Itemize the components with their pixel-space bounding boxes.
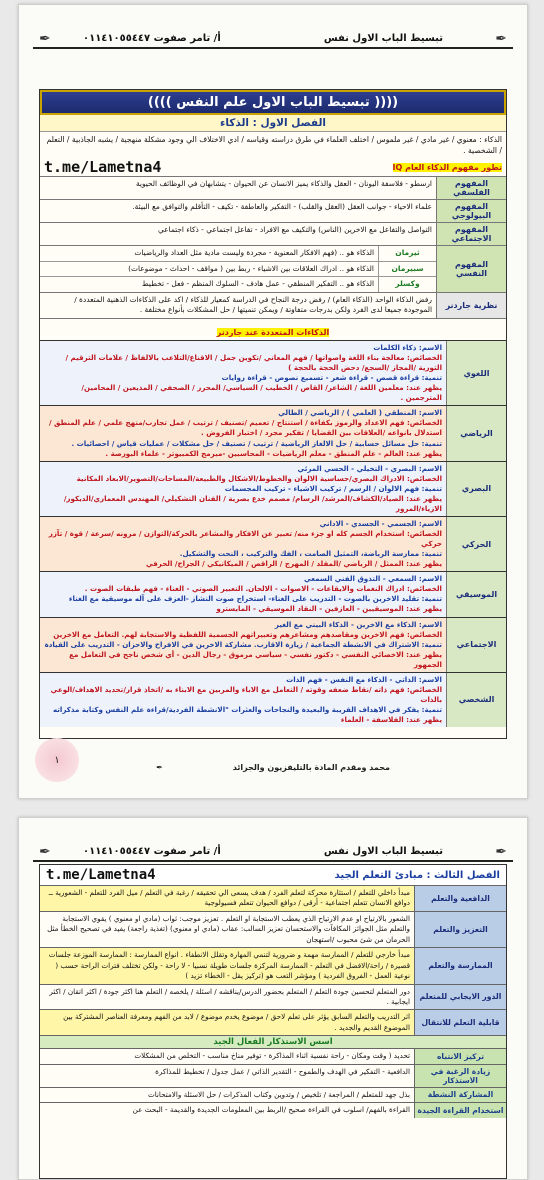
header-title: تبسيط الباب الاول نفس	[323, 33, 443, 44]
intelligence-development: تنمية: الاشتراك في الانشطة الجماعية / زيارة الاقارب. مشاركة الاخرين في الافراح والاحزان - التدريب على القيادة	[44, 639, 442, 649]
principle-row	[40, 984, 506, 1010]
intelligence-development: تنمية: فهم الالوان / الرسم / تركيب الاشياء - تركيب المجسمات	[224, 483, 442, 493]
psych-row	[40, 261, 436, 277]
psych-list	[40, 246, 436, 292]
intelligence-traits: الخصائص: فهم الاخرين ومقاصدهم ومشاعرهم وتعبيراتهم الجسمية اللفظية والاستجابة لهم. التعامل مع الاخرين	[53, 629, 442, 639]
page-two	[18, 817, 528, 1180]
principle-text: اثر التدريب والتعلم السابق يؤثر على تعلم لاحق / موضوع يخدم موضوع / لابد من الفهم ومعرفة العناصر المشتركة بين الموضوع القديم والجديد .	[40, 1010, 414, 1035]
principle-text: مبدأ داخلي للتعلم / استثارة محركة لتعلم الفرد / هدف يسعى الي تحقيقه / رغبة في التعلم / ميل الفرد للتعلم - الشعورية ــ دوافع الانسان تتعلم اجتماعية - أرقى / دوافع الحيوان تتعلم فسيولوجية	[40, 886, 414, 911]
intelligence-appears: يظهر عند: الفلاسفة - العلماء	[340, 715, 442, 725]
intelligence-name: الاسم: الجسمي - الجسدي - الاداني	[319, 518, 442, 528]
psych-row	[40, 246, 436, 261]
intelligence-label: الرياضي	[446, 406, 506, 460]
intelligence-row	[40, 617, 506, 672]
intelligence-appears: يظهر عند: الاخصائي النفسي - دكتور نفسي - سياسي مرموق - رجال الدين - أي شخص ناجح في التعامل مع الجمهور	[69, 649, 442, 669]
study-text: القراءة بالفهم/ اسلوب في القراءة صحيح /الربط بين المعلومات الجديدة والقديمة - البحث عن	[132, 1105, 410, 1115]
intelligence-appears: يظهر عند: الموسيقيين - العازفين - النقاد الموسيقي - المايسترو	[216, 604, 442, 614]
intelligence-development: تنمية: ممارسة الرياضة، التمثيل الصامت ، الفك والتركيب ، النحت والتشكيل.	[179, 549, 442, 559]
concept-row	[40, 199, 506, 222]
intelligence-label: الشخصي	[446, 673, 506, 727]
intelligence-traits: الخصائص: ادراك النغمات والايقاعات - الاصوات - الالحان. التعبير الصوتي - الغناء - فهم طبقات الصوت .	[84, 584, 442, 594]
study-text: الدافعية - التفكير في الهدف والطموح - التقدير الذاتي / عمل جدول / تخطيط للمذاكرة	[155, 1066, 410, 1076]
header-title: تبسيط الباب الاول نفس	[323, 846, 443, 857]
pen-icon: ✒	[39, 31, 51, 47]
pen-icon: ✒	[39, 844, 51, 860]
principle-label: الدور الايجابي للمتعلم	[414, 985, 506, 1010]
principle-row	[40, 885, 506, 911]
intelligence-appears: يظهر عند: الصياد/الكشاف/المرشد/ الرسام/ مصمم خدع بصرية / الفنان التشكيلي/ المهندس المعماري/الديكور/ الازياء/المرور	[63, 493, 442, 513]
scientist-name: ثيرمان	[378, 246, 436, 261]
pen-icon: ✒	[495, 844, 507, 860]
principle-row	[40, 947, 506, 983]
page-one	[18, 4, 528, 799]
principle-label: التعزيز والتعلم	[414, 912, 506, 947]
intelligence-appears: يظهر عند: معلمين اللغة / الشاعر/ القاص / الخطيب / السياسي/ المحرر / الصحفي / المذيعين / المحامين/ المترجمين .	[81, 383, 442, 403]
intelligence-appears: يظهر عند: العالم - علم المنطق - معلم الرياضيات - المحاسبين -مبرمج الكمبيوتر - علماء البورصة .	[105, 448, 442, 458]
channel-link[interactable]: t.me/Lametna4	[44, 158, 162, 176]
intelligence-label: اللغوي	[446, 341, 506, 405]
intelligence-row	[40, 340, 506, 405]
intelligence-row	[40, 516, 506, 571]
principle-text: مبدأ خارجي للتعلم / الممارسة مهمة و ضرورية لتنمي المهارة وتقلل الانطفاء . انواع الممارسة : الممارسة الموزعة جلسات قصيرة / راحة/الافضل في التعلم - الممارسة المركزة جلسات طويلة نسبيا - لا راحة - ولكن تختلف فترات الراحة حسب ( نوعية العمل - الفروق الفردية ) ومؤشر التعب هو (تركيز يقل - الخطاء تزيد )	[40, 948, 414, 983]
intelligence-development: تنمية: حل مسائل حسابية / حل الالغاز الرياضية / ترتيب / تصنيف / حل مشكلات / عمليات قياس / احصائيات .	[71, 438, 442, 448]
intelligence-traits: الخصائص: معالجة بناء اللغة واصواتها / فهم المعاني /تكوين جمل / الاقناع/التلاعب بالالفاظ / علامات الترقيم /التورية /المجاز /السجع/ دحض الحجة بالحجة )	[65, 353, 442, 373]
intelligence-label: الاجتماعي	[446, 618, 506, 672]
channel-link[interactable]: t.me/Lametna4	[46, 867, 156, 883]
content-frame	[39, 89, 507, 739]
intelligence-name: الاسم: المنطقي ( العلمي ) / الرياضي / الطالي	[278, 408, 442, 418]
intelligence-row	[40, 571, 506, 616]
intelligence-traits: الخصائص: فهم الاعداد والرموز بكفاءة / استنتاج / تعميم /تصنيف / ترتيب / عمل تجارب/منهج علمي / علم المنطق / استدلال بانواعه /العلاقات بين القضايا / تفكير مجرد / اختبار الفروض .	[48, 418, 442, 438]
principle-text: دور المتعلم لتحسين جودة التعلم / المتعلم بحضور الدرس/يناقشه / اسئلة / يلخصه / التعلم هنا اكثر جودة / اكثر اتقان / اكثر ايجابية .	[49, 986, 410, 1006]
intelligence-details	[40, 406, 446, 460]
study-row	[40, 1087, 506, 1102]
principle-text: الشعور بالارتياح او عدم الارتياح الذي يعطب الاستجابة او التعلم . تعزيز موجب: ثواب (مادي او معنوي ) يقوي الاستجابة والتعلم مثل الجوائز المكافآت والاستحسان تعزيز السالب: عقاب (مادي او معنوي) (تغذية راجعة) يفيد في تصحيح الخطأ مثل الحرمان من شئ محبوب /استهجان	[47, 913, 410, 944]
tme-row	[40, 158, 506, 176]
gardner-text: رفض الذكاء الواحد (الذكاء العام) / رفض درجة النجاح في الدراسة كمعيار للذكاء / اكد على الذكاءات الذهنية المتعددة / الموجودة جميعا لدى الفرد ولكن بدرجات متفاوتة / ويمكن تنميتها / حل المشكلات بأنواع مختلفة .	[74, 294, 432, 315]
intelligence-development: تنمية: تقليد الاخرين بالصوت - التدريب على الغناء- استخراج صوت النشاز -العزف على آله موسيقية مع الغناء	[68, 594, 442, 604]
intelligence-row	[40, 672, 506, 727]
study-band: اسس الاستذكار الفعال الجيد	[40, 1035, 506, 1048]
study-row	[40, 1064, 506, 1087]
psych-concept	[40, 245, 506, 292]
multi-title-row	[40, 318, 506, 340]
intelligence-label: الحركي	[446, 517, 506, 571]
gardner-label: نظرية جاردنر	[436, 293, 506, 318]
intelligences-table	[40, 340, 506, 727]
intelligence-details	[40, 618, 446, 672]
psych-label: المفهوم النفسي	[436, 246, 506, 292]
intelligence-details	[40, 462, 446, 516]
intelligence-details	[40, 341, 446, 405]
intelligence-development: تنمية: يفكر في الاهداف القريبة والبعيدة والنجاحات والعثرات "الانشطة الفردية/قراءة علم النفس وكتابة مذكراته	[52, 705, 442, 715]
principle-row	[40, 1009, 506, 1035]
concept-text: التواصل والتفاعل مع الاخرين (الناس) والتكيف مع الافراد - تفاعل اجتماعي - ذكاء اجتماعي	[158, 225, 432, 234]
page-header	[33, 832, 513, 862]
chapter-title: الفصل الثالث : مبادئ التعلم الجيد	[334, 869, 500, 881]
study-label: استخدام القراءة الجيدة	[414, 1103, 506, 1117]
principle-label: الدافعية والتعلم	[414, 886, 506, 911]
intelligence-name: الاسم: السمعي - التذوق الفني السمعي	[304, 574, 442, 584]
chapter-title: الفصل الاول : الذكاء	[40, 115, 506, 132]
principle-row	[40, 911, 506, 947]
intelligence-label: الموسيقي	[446, 572, 506, 616]
study-text: تحديد ( وقت ومكان - راحة نفسية اثناء المذاكرة - توفير مناخ مناسب - التخلص من المشكلات	[134, 1051, 410, 1061]
scientist-name: وكسلر	[378, 277, 436, 292]
gardner-theory	[40, 292, 506, 318]
intelligence-name: الاسم: الذاتي - الذكاء مع النفس - فهم الذات	[286, 674, 442, 684]
multi-title: الذكاءات المتعددة عند جاردنر	[216, 327, 330, 337]
study-table	[40, 1048, 506, 1117]
study-text: بذل جهد للمتعلم / المراجعة / تلخيص / وتدوين وكتاب المذكرات / حل الاسئلة والامتحانات	[147, 1089, 410, 1099]
intelligence-traits: الخصائص: استخدام الجسم كله او جزء منه/ تعبير عن الافكار والمشاعر بالحركة/التوازن / مرونه /سرعة / قوة / تآزر حركي	[48, 529, 442, 549]
study-row	[40, 1048, 506, 1063]
intelligence-development: تنمية: قراءة قصص - قراءة شعر - تسميع نصوص - قراءة روايات	[221, 373, 442, 383]
intelligence-traits: الخصائص: فهم ذاته /نقاط ضعفه وقوته / التعامل مع الاباء والمربين مع الابناء به /اتخاذ قرار/تحديد الاهداف/الوعي بالذات	[50, 684, 442, 704]
header-author: أ/ تامر صفوت ٠١١٤١٠٥٥٤٤٧	[83, 846, 221, 857]
concept-label: المفهوم الفلسفي	[436, 177, 506, 199]
intelligence-appears: يظهر عند: الممثل / الرياضي /المقلد / المهرج / الراقص / الميكانيكي / الجراح/ الحرفي	[145, 559, 442, 569]
intelligence-name: الاسم: ذكاء الكلمات	[373, 342, 442, 352]
intelligence-label: البصري	[446, 462, 506, 516]
principle-label: الممارسة والتعلم	[414, 948, 506, 983]
page-header	[33, 19, 513, 49]
header-author: أ/ تامر صفوت ٠١١٤١٠٥٥٤٤٧	[83, 33, 221, 44]
intro-text: الذكاء : معنوي / غير مادي / غير ملموس / اختلف العلماء في طرق دراسته وقياسه / ادي الاختلاف الي وجود مشكلة منهجية / يشبه الجاذبية / التعلم / الشخصية .	[46, 135, 502, 155]
study-label: المشاركة النشطة	[414, 1088, 506, 1102]
doc-banner: (((( تبسيط الباب الاول علم النفس ))))	[40, 90, 506, 115]
pen-icon: ✒	[156, 763, 163, 772]
concept-label: المفهوم البيولوجي	[436, 200, 506, 222]
scientist-name: سبيرمان	[378, 262, 436, 277]
intelligence-row	[40, 405, 506, 460]
principles-table	[40, 885, 506, 1035]
intelligence-details	[40, 517, 446, 571]
psych-row	[40, 276, 436, 292]
intelligence-details	[40, 572, 446, 616]
study-row	[40, 1102, 506, 1117]
intelligence-name: الاسم: الذكاء مع الاخرين - الذكاء البيني مع الغير	[274, 619, 442, 629]
evolution-title: تطور مفهوم الذكاء العام IQ	[392, 162, 502, 172]
scientist-definition: الذكاء هو .. ادراك العلاقات بين الاشياء - ربط بين ( مواقف - احداث - موضوعات)	[128, 263, 374, 273]
intelligence-details	[40, 673, 446, 727]
study-label: زيادة الرغبة في الاستذكار	[414, 1065, 506, 1087]
page-number-badge	[35, 738, 79, 782]
footer-text: محمد ومقدم المادة بالتليفزيون والجرائد	[232, 763, 390, 772]
page-number: ١	[54, 754, 60, 766]
study-label: تركيز الانتباه	[414, 1049, 506, 1063]
concept-row	[40, 222, 506, 245]
pen-icon: ✒	[495, 31, 507, 47]
concept-text: علماء الاحياء - جوانب العقل (العقل والقلب) - التفكير والعاطفة - تكيف - التأقلم والتوافق مع البيئة.	[132, 202, 432, 211]
intelligence-row	[40, 461, 506, 516]
page-footer	[19, 763, 527, 772]
intelligence-traits: الخصائص: الادراك البصري/حساسية الالوان والخطوط/الاشكال والطبيعة/المساحات/التصوير/الابعاد المكانية	[76, 473, 442, 483]
concept-label: المفهوم الاجتماعي	[436, 223, 506, 245]
concepts-table	[40, 176, 506, 245]
principle-label: قابلية التعلم للانتقال	[414, 1010, 506, 1035]
concept-row	[40, 176, 506, 199]
scientist-definition: الذكاء هو .. (فهم الافكار المعنوية - مجردة وليست مادية مثل العداد والرياضيات	[134, 248, 374, 257]
chapter-header	[40, 865, 506, 885]
intelligence-name: الاسم: البصري - التخيلي - الحسي المرئي	[297, 463, 442, 473]
scientist-definition: الذكاء هو .. التفكير المنطقي - عمل هادف - السلوك المنظم - فعل - تخطيط	[141, 279, 374, 289]
concept-text: ارسطو - فلاسفة اليونان - العقل والذكاء يميز الانسان عن الحيوان - يتشابهان في الوظائف الحيوية	[135, 179, 432, 188]
content-frame	[39, 864, 507, 1179]
